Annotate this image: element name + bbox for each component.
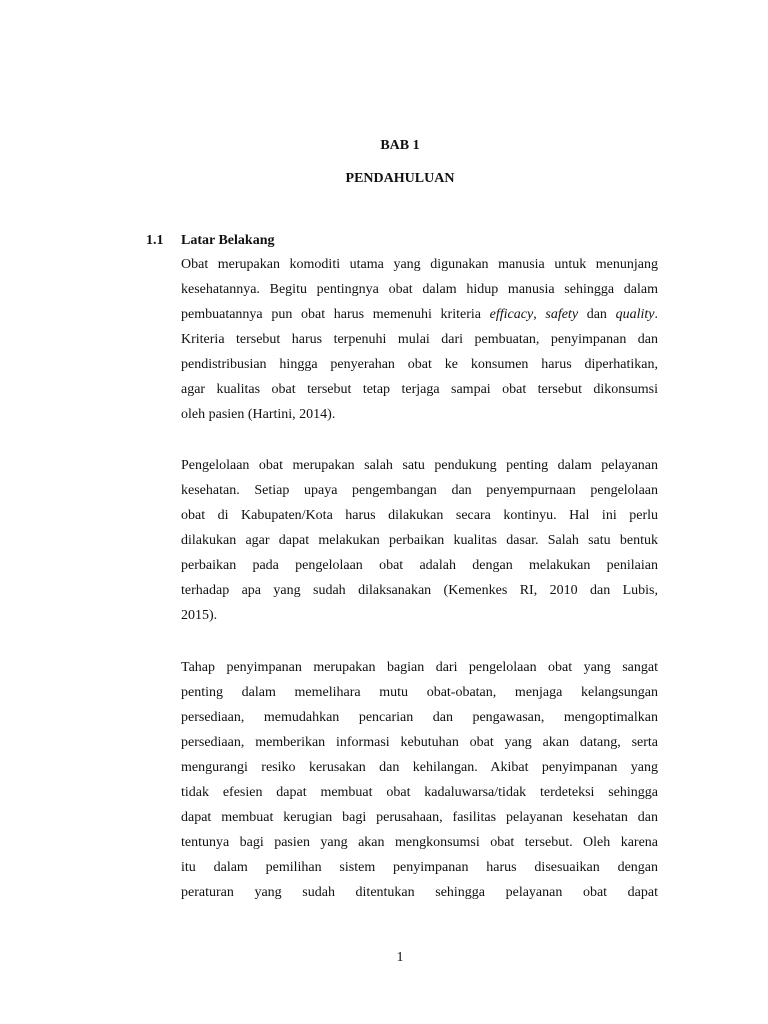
- paragraph-line: perbaikan pada pengelolaan obat adalah dengan melakukan penilaian: [181, 558, 658, 573]
- page-number: 1: [396, 950, 404, 965]
- paragraph-line: dilakukan agar dapat melakukan perbaikan kualitas dasar. Salah satu bentuk: [181, 533, 658, 548]
- paragraph-1: [181, 252, 658, 427]
- paragraph-line: itu dalam pemilihan sistem penyimpanan harus disesuaikan dengan: [181, 860, 658, 875]
- paragraph-line: pendistribusian hingga penyerahan obat ke konsumen harus diperhatikan,: [181, 357, 658, 372]
- paragraph-line: agar kualitas obat tersebut tetap terjaga sampai obat tersebut dikonsumsi: [181, 382, 658, 397]
- paragraph-line: persediaan, memberikan informasi kebutuhan obat yang akan datang, serta: [181, 735, 658, 750]
- paragraph-line: obat di Kabupaten/Kota harus dilakukan secara kontinyu. Hal ini perlu: [181, 508, 658, 523]
- italic-term: efficacy: [489, 307, 534, 322]
- paragraph-line: penting dalam memelihara mutu obat-obatan, menjaga kelangsungan: [181, 685, 658, 700]
- italic-term: quality: [615, 307, 655, 322]
- chapter-label: BAB 1: [380, 138, 420, 153]
- paragraph-line: pembuatannya pun obat harus memenuhi kriteria efficacy, safety dan quality.: [181, 307, 658, 322]
- paragraph-line: peraturan yang sudah ditentukan sehingga pelayanan obat dapat: [181, 885, 658, 900]
- section-number: 1.1: [146, 233, 164, 248]
- paragraph-line: kesehatannya. Begitu pentingnya obat dalam hidup manusia sehingga dalam: [181, 282, 658, 297]
- paragraph-line: kesehatan. Setiap upaya pengembangan dan penyempurnaan pengelolaan: [181, 483, 658, 498]
- paragraph-line: Kriteria tersebut harus terpenuhi mulai dari pembuatan, penyimpanan dan: [181, 332, 658, 347]
- paragraph-line: dapat membuat kerugian bagi perusahaan, fasilitas pelayanan kesehatan dan: [181, 810, 658, 825]
- section-title: Latar Belakang: [181, 233, 275, 248]
- paragraph-line: Pengelolaan obat merupakan salah satu pendukung penting dalam pelayanan: [181, 458, 658, 473]
- paragraph-line: Tahap penyimpanan merupakan bagian dari pengelolaan obat yang sangat: [181, 660, 658, 675]
- paragraph-2: [181, 453, 658, 628]
- chapter-title: PENDAHULUAN: [345, 171, 455, 186]
- paragraph-line: tentunya bagi pasien yang akan mengkonsumsi obat tersebut. Oleh karena: [181, 835, 658, 850]
- italic-term: safety: [545, 307, 579, 322]
- paragraph-line: Obat merupakan komoditi utama yang digunakan manusia untuk menunjang: [181, 257, 658, 272]
- paragraph-line: oleh pasien (Hartini, 2014).: [181, 407, 336, 422]
- paragraph-line: 2015).: [181, 608, 218, 623]
- paragraph-line: persediaan, memudahkan pencarian dan pengawasan, mengoptimalkan: [181, 710, 658, 725]
- paragraph-line: terhadap apa yang sudah dilaksanakan (Kemenkes RI, 2010 dan Lubis,: [181, 583, 658, 598]
- paragraph-3: [181, 655, 658, 905]
- paragraph-line: tidak efesien dapat membuat obat kadaluwarsa/tidak terdeteksi sehingga: [181, 785, 658, 800]
- paragraph-line: mengurangi resiko kerusakan dan kehilangan. Akibat penyimpanan yang: [181, 760, 658, 775]
